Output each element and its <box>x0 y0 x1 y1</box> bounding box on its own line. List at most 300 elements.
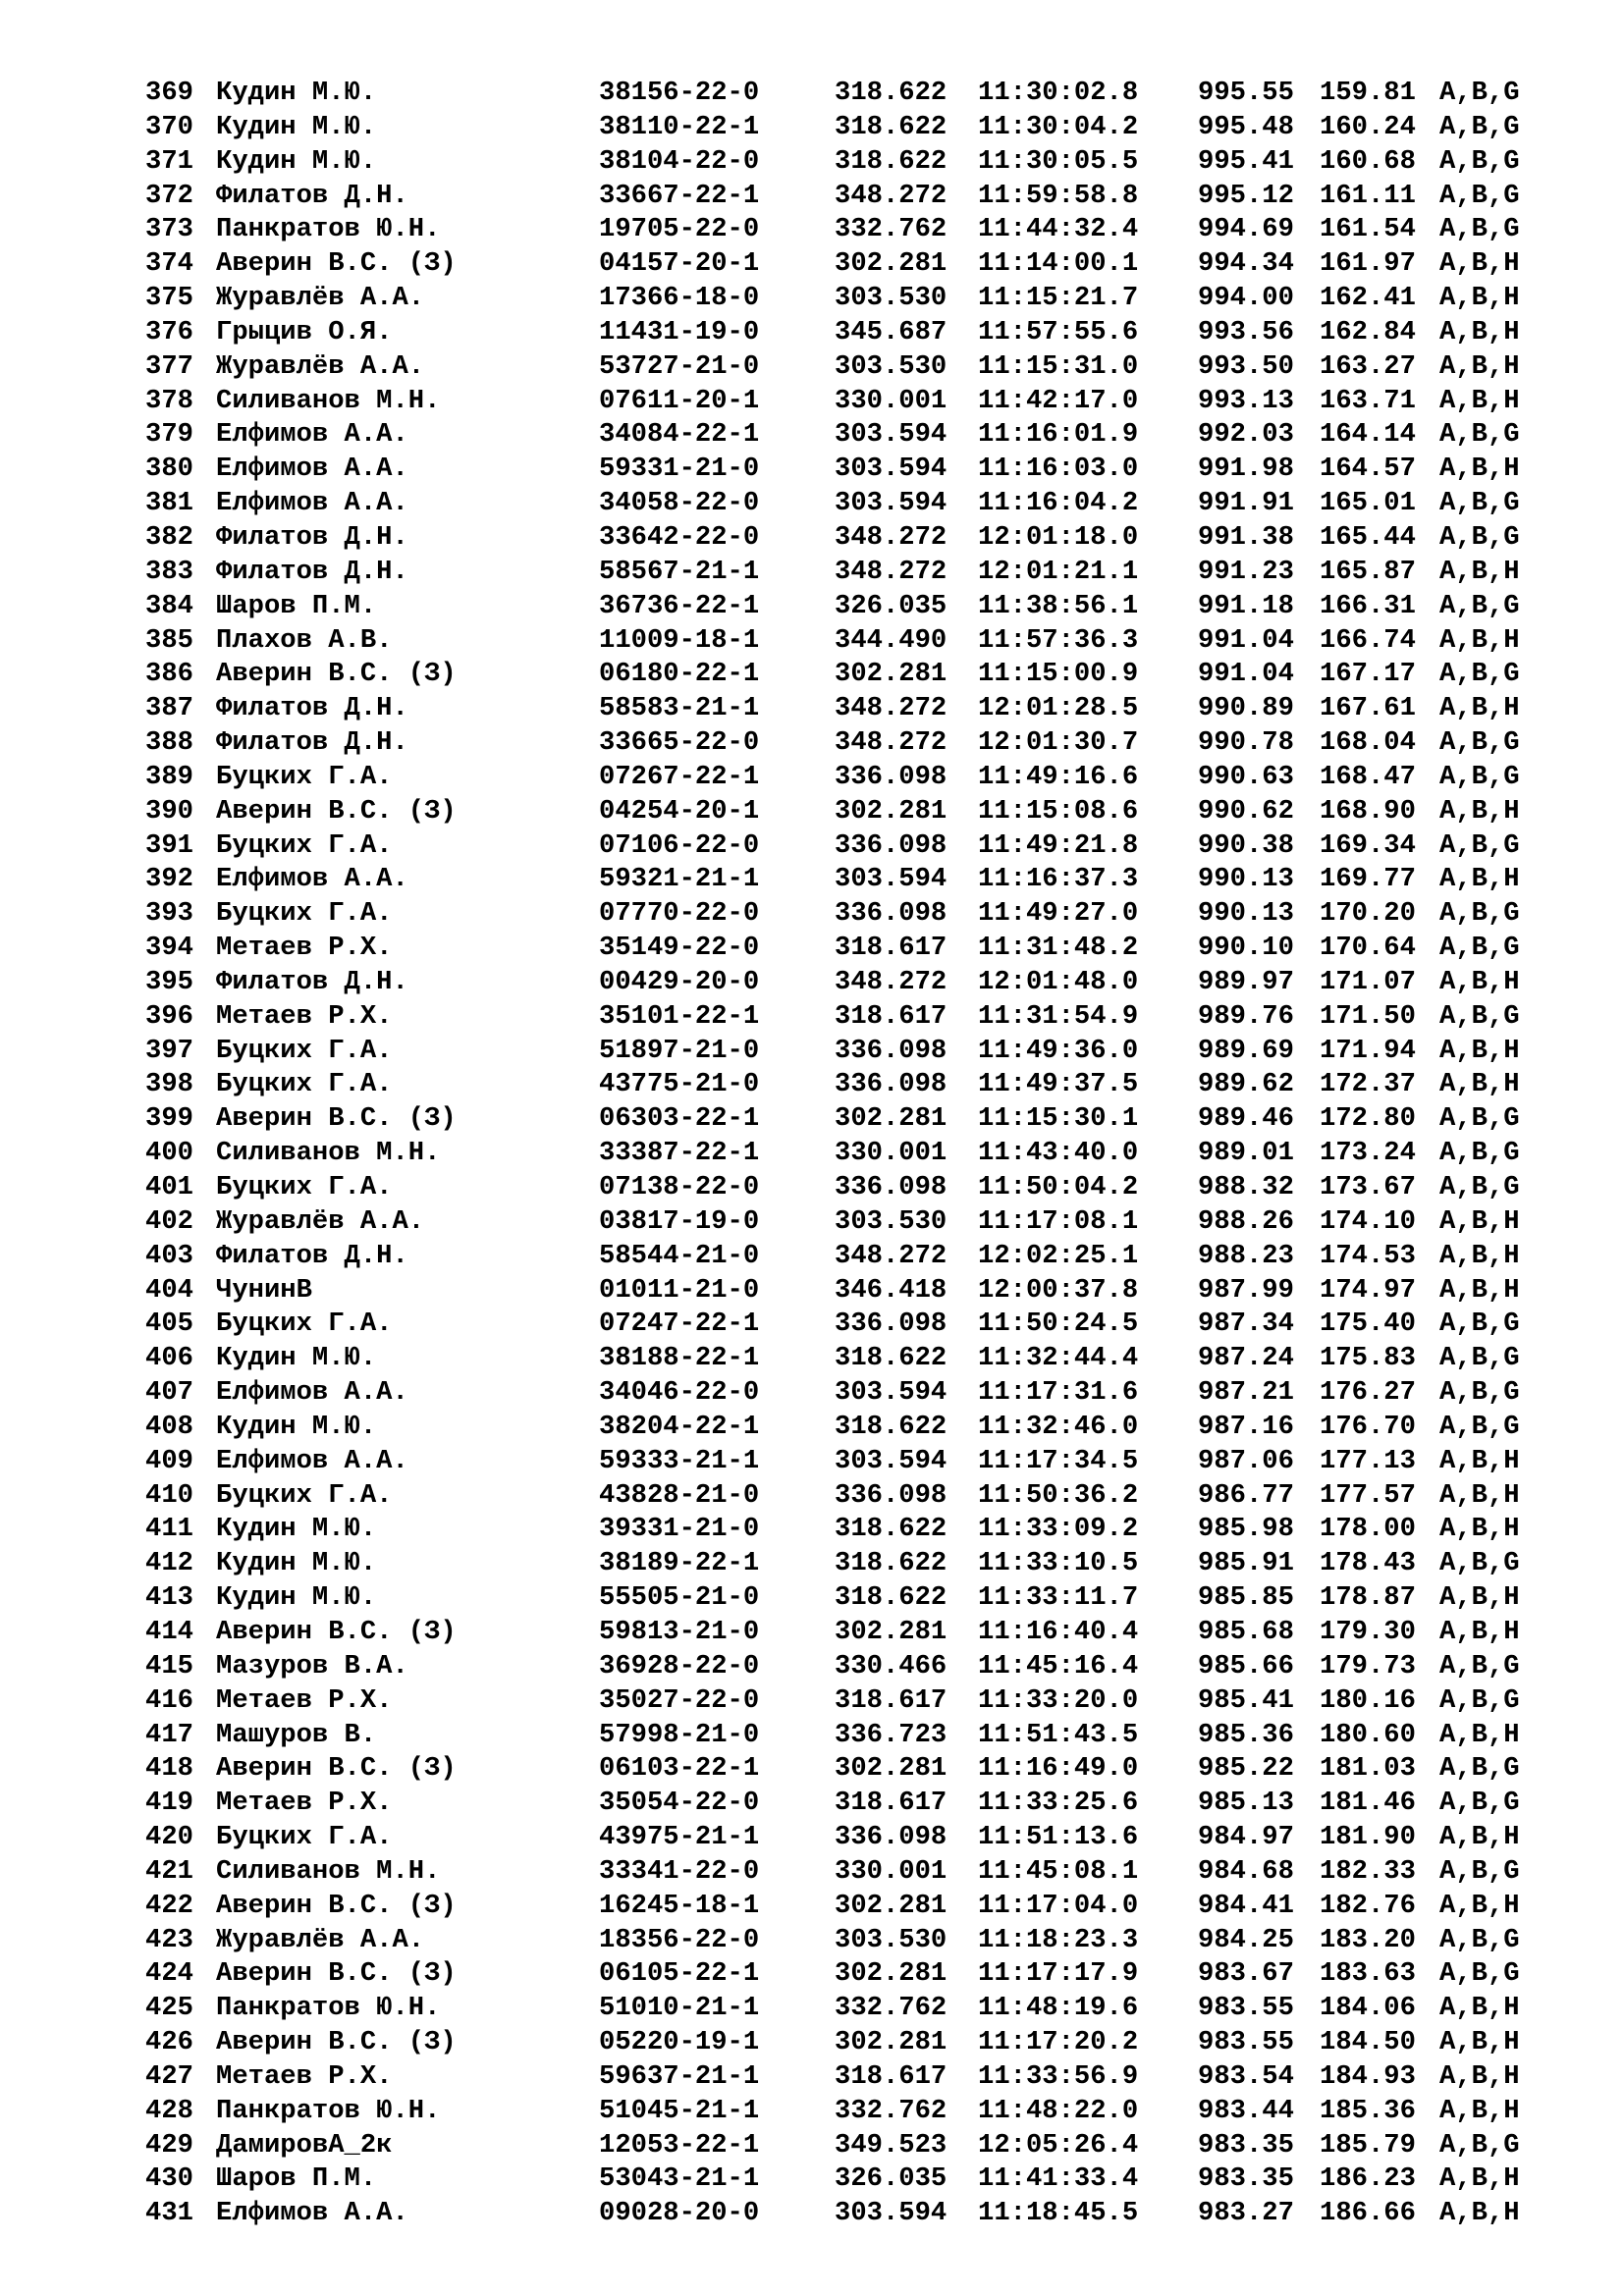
ring-number: 12053-22-1 <box>599 2129 760 2161</box>
categories: A,B,G <box>1439 1138 1520 1169</box>
arrival-time: 11:32:44.4 <box>978 1343 1139 1374</box>
row-number: 398 <box>145 1069 193 1100</box>
speed: 984.41 <box>1198 1890 1294 1921</box>
coefficient: 174.97 <box>1320 1274 1416 1306</box>
ring-number: 34046-22-0 <box>599 1377 760 1409</box>
distance: 336.098 <box>835 1172 947 1202</box>
fancier-name: Шаров П.М. <box>216 2163 377 2195</box>
categories: A,B,G <box>1439 180 1520 211</box>
fancier-name: Журавлёв А.А. <box>216 1924 425 1955</box>
distance: 303.530 <box>835 1205 947 1237</box>
speed: 988.26 <box>1198 1205 1294 1237</box>
distance: 348.272 <box>835 693 947 724</box>
coefficient: 181.46 <box>1320 1788 1416 1819</box>
ring-number: 16245-18-1 <box>599 1890 760 1921</box>
distance: 336.098 <box>835 761 947 792</box>
ring-number: 00429-20-0 <box>599 966 760 997</box>
ring-number: 59321-21-1 <box>599 864 760 895</box>
distance: 348.272 <box>835 556 947 587</box>
coefficient: 185.79 <box>1320 2129 1416 2161</box>
distance: 326.035 <box>835 590 947 621</box>
row-number: 401 <box>145 1172 193 1202</box>
arrival-time: 11:51:43.5 <box>978 1719 1139 1750</box>
row-number: 405 <box>145 1308 193 1340</box>
row-number: 391 <box>145 829 193 861</box>
categories: A,B,G <box>1439 1650 1520 1682</box>
coefficient: 170.64 <box>1320 933 1416 964</box>
categories: A,B,H <box>1439 624 1520 656</box>
speed: 990.38 <box>1198 829 1294 861</box>
coefficient: 164.14 <box>1320 419 1416 451</box>
arrival-time: 11:31:48.2 <box>978 933 1139 964</box>
arrival-time: 11:30:05.5 <box>978 145 1139 177</box>
speed: 989.76 <box>1198 1000 1294 1032</box>
ring-number: 07106-22-0 <box>599 829 760 861</box>
fancier-name: Буцких Г.А. <box>216 761 393 792</box>
distance: 348.272 <box>835 966 947 997</box>
row-number: 423 <box>145 1924 193 1955</box>
categories: A,B,G <box>1439 829 1520 861</box>
fancier-name: Филатов Д.Н. <box>216 521 408 553</box>
arrival-time: 11:38:56.1 <box>978 590 1139 621</box>
ring-number: 34058-22-0 <box>599 488 760 519</box>
speed: 990.78 <box>1198 727 1294 759</box>
arrival-time: 11:32:46.0 <box>978 1411 1139 1442</box>
categories: A,B,G <box>1439 1000 1520 1032</box>
row-number: 406 <box>145 1343 193 1374</box>
fancier-name: Буцких Г.А. <box>216 1035 393 1066</box>
fancier-name: Кудин М.Ю. <box>216 111 377 142</box>
speed: 991.18 <box>1198 590 1294 621</box>
distance: 332.762 <box>835 2095 947 2126</box>
distance: 318.617 <box>835 1788 947 1819</box>
speed: 995.41 <box>1198 145 1294 177</box>
ring-number: 35149-22-0 <box>599 933 760 964</box>
speed: 990.63 <box>1198 761 1294 792</box>
speed: 983.54 <box>1198 2060 1294 2092</box>
arrival-time: 11:31:54.9 <box>978 1000 1139 1032</box>
arrival-time: 11:33:56.9 <box>978 2060 1139 2092</box>
fancier-name: Силиванов М.Н. <box>216 1855 441 1887</box>
coefficient: 177.13 <box>1320 1445 1416 1476</box>
speed: 991.23 <box>1198 556 1294 587</box>
coefficient: 180.16 <box>1320 1684 1416 1716</box>
speed: 983.67 <box>1198 1958 1294 1990</box>
ring-number: 59813-21-0 <box>599 1616 760 1647</box>
ring-number: 33642-22-0 <box>599 521 760 553</box>
row-number: 380 <box>145 454 193 485</box>
ring-number: 07138-22-0 <box>599 1172 760 1202</box>
fancier-name: Мазуров В.А. <box>216 1650 408 1682</box>
arrival-time: 11:17:17.9 <box>978 1958 1139 1990</box>
coefficient: 166.74 <box>1320 624 1416 656</box>
speed: 995.55 <box>1198 78 1294 108</box>
row-number: 377 <box>145 350 193 382</box>
categories: A,B,G <box>1439 1377 1520 1409</box>
fancier-name: Кудин М.Ю. <box>216 1343 377 1374</box>
row-number: 408 <box>145 1411 193 1442</box>
distance: 303.594 <box>835 864 947 895</box>
distance: 303.594 <box>835 454 947 485</box>
ring-number: 06105-22-1 <box>599 1958 760 1990</box>
row-number: 431 <box>145 2198 193 2229</box>
categories: A,B,G <box>1439 1958 1520 1990</box>
row-number: 393 <box>145 898 193 930</box>
arrival-time: 11:59:58.8 <box>978 180 1139 211</box>
speed: 985.91 <box>1198 1548 1294 1579</box>
categories: A,B,G <box>1439 1753 1520 1785</box>
ring-number: 35101-22-1 <box>599 1000 760 1032</box>
categories: A,B,G <box>1439 659 1520 690</box>
categories: A,B,H <box>1439 556 1520 587</box>
row-number: 409 <box>145 1445 193 1476</box>
row-number: 372 <box>145 180 193 211</box>
ring-number: 18356-22-0 <box>599 1924 760 1955</box>
ring-number: 43828-21-0 <box>599 1479 760 1511</box>
ring-number: 39331-21-0 <box>599 1514 760 1545</box>
distance: 303.594 <box>835 1377 947 1409</box>
row-number: 415 <box>145 1650 193 1682</box>
categories: A,B,G <box>1439 1924 1520 1955</box>
coefficient: 185.36 <box>1320 2095 1416 2126</box>
categories: A,B,H <box>1439 2060 1520 2092</box>
row-number: 422 <box>145 1890 193 1921</box>
row-number: 376 <box>145 316 193 347</box>
row-number: 392 <box>145 864 193 895</box>
coefficient: 183.20 <box>1320 1924 1416 1955</box>
categories: A,B,G <box>1439 488 1520 519</box>
arrival-time: 11:15:21.7 <box>978 283 1139 314</box>
speed: 987.34 <box>1198 1308 1294 1340</box>
speed: 983.35 <box>1198 2129 1294 2161</box>
coefficient: 162.84 <box>1320 316 1416 347</box>
arrival-time: 11:49:16.6 <box>978 761 1139 792</box>
ring-number: 38104-22-0 <box>599 145 760 177</box>
fancier-name: Буцких Г.А. <box>216 829 393 861</box>
distance: 330.001 <box>835 1138 947 1169</box>
fancier-name: Аверин В.С. (З) <box>216 1753 457 1785</box>
distance: 318.622 <box>835 78 947 108</box>
arrival-time: 11:33:20.0 <box>978 1684 1139 1716</box>
speed: 993.56 <box>1198 316 1294 347</box>
categories: A,B,H <box>1439 966 1520 997</box>
fancier-name: Филатов Д.Н. <box>216 180 408 211</box>
arrival-time: 12:02:25.1 <box>978 1240 1139 1271</box>
fancier-name: Машуров В. <box>216 1719 377 1750</box>
speed: 989.69 <box>1198 1035 1294 1066</box>
row-number: 412 <box>145 1548 193 1579</box>
distance: 318.617 <box>835 1000 947 1032</box>
categories: A,B,G <box>1439 78 1520 108</box>
fancier-name: Метаев Р.Х. <box>216 1684 393 1716</box>
fancier-name: Буцких Г.А. <box>216 1069 393 1100</box>
distance: 302.281 <box>835 248 947 280</box>
fancier-name: Аверин В.С. (З) <box>216 2027 457 2058</box>
coefficient: 176.70 <box>1320 1411 1416 1442</box>
fancier-name: Аверин В.С. (З) <box>216 248 457 280</box>
row-number: 395 <box>145 966 193 997</box>
categories: A,B,H <box>1439 248 1520 280</box>
fancier-name: Аверин В.С. (З) <box>216 1616 457 1647</box>
coefficient: 181.90 <box>1320 1822 1416 1853</box>
coefficient: 165.87 <box>1320 556 1416 587</box>
row-number: 388 <box>145 727 193 759</box>
coefficient: 166.31 <box>1320 590 1416 621</box>
categories: A,B,H <box>1439 316 1520 347</box>
distance: 336.098 <box>835 1069 947 1100</box>
ring-number: 07267-22-1 <box>599 761 760 792</box>
categories: A,B,G <box>1439 1172 1520 1202</box>
arrival-time: 11:44:32.4 <box>978 214 1139 245</box>
fancier-name: Елфимов А.А. <box>216 488 408 519</box>
categories: A,B,G <box>1439 1788 1520 1819</box>
coefficient: 178.87 <box>1320 1582 1416 1614</box>
fancier-name: Журавлёв А.А. <box>216 1205 425 1237</box>
arrival-time: 11:15:31.0 <box>978 350 1139 382</box>
coefficient: 176.27 <box>1320 1377 1416 1409</box>
ring-number: 35027-22-0 <box>599 1684 760 1716</box>
distance: 303.530 <box>835 350 947 382</box>
ring-number: 55505-21-0 <box>599 1582 760 1614</box>
row-number: 400 <box>145 1138 193 1169</box>
coefficient: 167.61 <box>1320 693 1416 724</box>
speed: 987.21 <box>1198 1377 1294 1409</box>
categories: A,B,G <box>1439 1308 1520 1340</box>
row-number: 389 <box>145 761 193 792</box>
arrival-time: 11:33:09.2 <box>978 1514 1139 1545</box>
categories: A,B,G <box>1439 1855 1520 1887</box>
fancier-name: Филатов Д.Н. <box>216 727 408 759</box>
coefficient: 177.57 <box>1320 1479 1416 1511</box>
categories: A,B,G <box>1439 419 1520 451</box>
categories: A,B,H <box>1439 1582 1520 1614</box>
ring-number: 01011-21-0 <box>599 1274 760 1306</box>
categories: A,B,G <box>1439 1548 1520 1579</box>
arrival-time: 12:00:37.8 <box>978 1274 1139 1306</box>
coefficient: 180.60 <box>1320 1719 1416 1750</box>
ring-number: 36928-22-0 <box>599 1650 760 1682</box>
speed: 994.69 <box>1198 214 1294 245</box>
distance: 303.594 <box>835 419 947 451</box>
fancier-name: Кудин М.Ю. <box>216 1582 377 1614</box>
fancier-name: Кудин М.Ю. <box>216 1411 377 1442</box>
distance: 302.281 <box>835 795 947 827</box>
categories: A,B,H <box>1439 864 1520 895</box>
row-number: 369 <box>145 78 193 108</box>
ring-number: 11009-18-1 <box>599 624 760 656</box>
distance: 302.281 <box>835 1616 947 1647</box>
row-number: 410 <box>145 1479 193 1511</box>
coefficient: 171.94 <box>1320 1035 1416 1066</box>
speed: 989.97 <box>1198 966 1294 997</box>
speed: 993.50 <box>1198 350 1294 382</box>
arrival-time: 11:48:22.0 <box>978 2095 1139 2126</box>
categories: A,B,H <box>1439 2198 1520 2229</box>
categories: A,B,H <box>1439 1205 1520 1237</box>
row-number: 424 <box>145 1958 193 1990</box>
coefficient: 184.06 <box>1320 1993 1416 2024</box>
coefficient: 163.71 <box>1320 385 1416 416</box>
row-number: 418 <box>145 1753 193 1785</box>
speed: 987.06 <box>1198 1445 1294 1476</box>
speed: 990.89 <box>1198 693 1294 724</box>
ring-number: 05220-19-1 <box>599 2027 760 2058</box>
speed: 985.85 <box>1198 1582 1294 1614</box>
arrival-time: 12:01:18.0 <box>978 521 1139 553</box>
distance: 302.281 <box>835 1958 947 1990</box>
fancier-name: ДамировА_2к <box>216 2129 393 2161</box>
fancier-name: Аверин В.С. (З) <box>216 1890 457 1921</box>
arrival-time: 11:17:04.0 <box>978 1890 1139 1921</box>
speed: 985.66 <box>1198 1650 1294 1682</box>
speed: 985.36 <box>1198 1719 1294 1750</box>
speed: 995.12 <box>1198 180 1294 211</box>
coefficient: 178.43 <box>1320 1548 1416 1579</box>
speed: 989.01 <box>1198 1138 1294 1169</box>
speed: 983.55 <box>1198 2027 1294 2058</box>
coefficient: 178.00 <box>1320 1514 1416 1545</box>
arrival-time: 11:17:20.2 <box>978 2027 1139 2058</box>
row-number: 427 <box>145 2060 193 2092</box>
categories: A,B,H <box>1439 1479 1520 1511</box>
coefficient: 173.67 <box>1320 1172 1416 1202</box>
coefficient: 161.11 <box>1320 180 1416 211</box>
fancier-name: Филатов Д.Н. <box>216 556 408 587</box>
fancier-name: Филатов Д.Н. <box>216 693 408 724</box>
distance: 302.281 <box>835 2027 947 2058</box>
ring-number: 53043-21-1 <box>599 2163 760 2195</box>
coefficient: 171.07 <box>1320 966 1416 997</box>
ring-number: 38204-22-1 <box>599 1411 760 1442</box>
speed: 992.03 <box>1198 419 1294 451</box>
ring-number: 35054-22-0 <box>599 1788 760 1819</box>
categories: A,B,G <box>1439 214 1520 245</box>
fancier-name: Метаев Р.Х. <box>216 1000 393 1032</box>
row-number: 430 <box>145 2163 193 2195</box>
row-number: 370 <box>145 111 193 142</box>
arrival-time: 11:16:37.3 <box>978 864 1139 895</box>
ring-number: 19705-22-0 <box>599 214 760 245</box>
fancier-name: Буцких Г.А. <box>216 1479 393 1511</box>
coefficient: 170.20 <box>1320 898 1416 930</box>
row-number: 416 <box>145 1684 193 1716</box>
distance: 348.272 <box>835 727 947 759</box>
ring-number: 36736-22-1 <box>599 590 760 621</box>
row-number: 413 <box>145 1582 193 1614</box>
distance: 303.594 <box>835 1445 947 1476</box>
arrival-time: 11:17:08.1 <box>978 1205 1139 1237</box>
row-number: 428 <box>145 2095 193 2126</box>
arrival-time: 11:16:49.0 <box>978 1753 1139 1785</box>
row-number: 385 <box>145 624 193 656</box>
fancier-name: Елфимов А.А. <box>216 864 408 895</box>
categories: A,B,H <box>1439 454 1520 485</box>
arrival-time: 11:30:04.2 <box>978 111 1139 142</box>
speed: 988.23 <box>1198 1240 1294 1271</box>
ring-number: 09028-20-0 <box>599 2198 760 2229</box>
fancier-name: Панкратов Ю.Н. <box>216 1993 441 2024</box>
speed: 984.68 <box>1198 1855 1294 1887</box>
arrival-time: 11:33:25.6 <box>978 1788 1139 1819</box>
arrival-time: 11:48:19.6 <box>978 1993 1139 2024</box>
coefficient: 169.34 <box>1320 829 1416 861</box>
coefficient: 168.04 <box>1320 727 1416 759</box>
arrival-time: 12:01:28.5 <box>978 693 1139 724</box>
fancier-name: Шаров П.М. <box>216 590 377 621</box>
fancier-name: Метаев Р.Х. <box>216 933 393 964</box>
fancier-name: Буцких Г.А. <box>216 1172 393 1202</box>
distance: 303.530 <box>835 1924 947 1955</box>
arrival-time: 11:16:40.4 <box>978 1616 1139 1647</box>
arrival-time: 11:49:36.0 <box>978 1035 1139 1066</box>
coefficient: 168.90 <box>1320 795 1416 827</box>
row-number: 386 <box>145 659 193 690</box>
row-number: 390 <box>145 795 193 827</box>
ring-number: 38156-22-0 <box>599 78 760 108</box>
row-number: 411 <box>145 1514 193 1545</box>
distance: 318.622 <box>835 145 947 177</box>
row-number: 399 <box>145 1103 193 1135</box>
categories: A,B,H <box>1439 2163 1520 2195</box>
speed: 991.91 <box>1198 488 1294 519</box>
fancier-name: Метаев Р.Х. <box>216 1788 393 1819</box>
fancier-name: Аверин В.С. (З) <box>216 795 457 827</box>
coefficient: 160.68 <box>1320 145 1416 177</box>
categories: A,B,G <box>1439 590 1520 621</box>
coefficient: 184.93 <box>1320 2060 1416 2092</box>
ring-number: 43975-21-1 <box>599 1822 760 1853</box>
arrival-time: 11:57:55.6 <box>978 316 1139 347</box>
distance: 346.418 <box>835 1274 947 1306</box>
ring-number: 59333-21-1 <box>599 1445 760 1476</box>
coefficient: 172.80 <box>1320 1103 1416 1135</box>
speed: 993.13 <box>1198 385 1294 416</box>
distance: 349.523 <box>835 2129 947 2161</box>
row-number: 394 <box>145 933 193 964</box>
ring-number: 34084-22-1 <box>599 419 760 451</box>
ring-number: 57998-21-0 <box>599 1719 760 1750</box>
fancier-name: Плахов А.В. <box>216 624 393 656</box>
distance: 302.281 <box>835 659 947 690</box>
speed: 995.48 <box>1198 111 1294 142</box>
distance: 318.622 <box>835 1548 947 1579</box>
distance: 336.098 <box>835 1479 947 1511</box>
arrival-time: 11:16:01.9 <box>978 419 1139 451</box>
coefficient: 165.44 <box>1320 521 1416 553</box>
distance: 326.035 <box>835 2163 947 2195</box>
categories: A,B,H <box>1439 350 1520 382</box>
ring-number: 59331-21-0 <box>599 454 760 485</box>
coefficient: 183.63 <box>1320 1958 1416 1990</box>
row-number: 383 <box>145 556 193 587</box>
ring-number: 38110-22-1 <box>599 111 760 142</box>
fancier-name: Аверин В.С. (З) <box>216 659 457 690</box>
coefficient: 168.47 <box>1320 761 1416 792</box>
categories: A,B,G <box>1439 898 1520 930</box>
row-number: 378 <box>145 385 193 416</box>
row-number: 425 <box>145 1993 193 2024</box>
arrival-time: 11:49:21.8 <box>978 829 1139 861</box>
row-number: 396 <box>145 1000 193 1032</box>
categories: A,B,H <box>1439 1616 1520 1647</box>
ring-number: 33387-22-1 <box>599 1138 760 1169</box>
arrival-time: 11:15:30.1 <box>978 1103 1139 1135</box>
arrival-time: 11:49:27.0 <box>978 898 1139 930</box>
coefficient: 173.24 <box>1320 1138 1416 1169</box>
ring-number: 04157-20-1 <box>599 248 760 280</box>
coefficient: 179.30 <box>1320 1616 1416 1647</box>
fancier-name: Кудин М.Ю. <box>216 1514 377 1545</box>
